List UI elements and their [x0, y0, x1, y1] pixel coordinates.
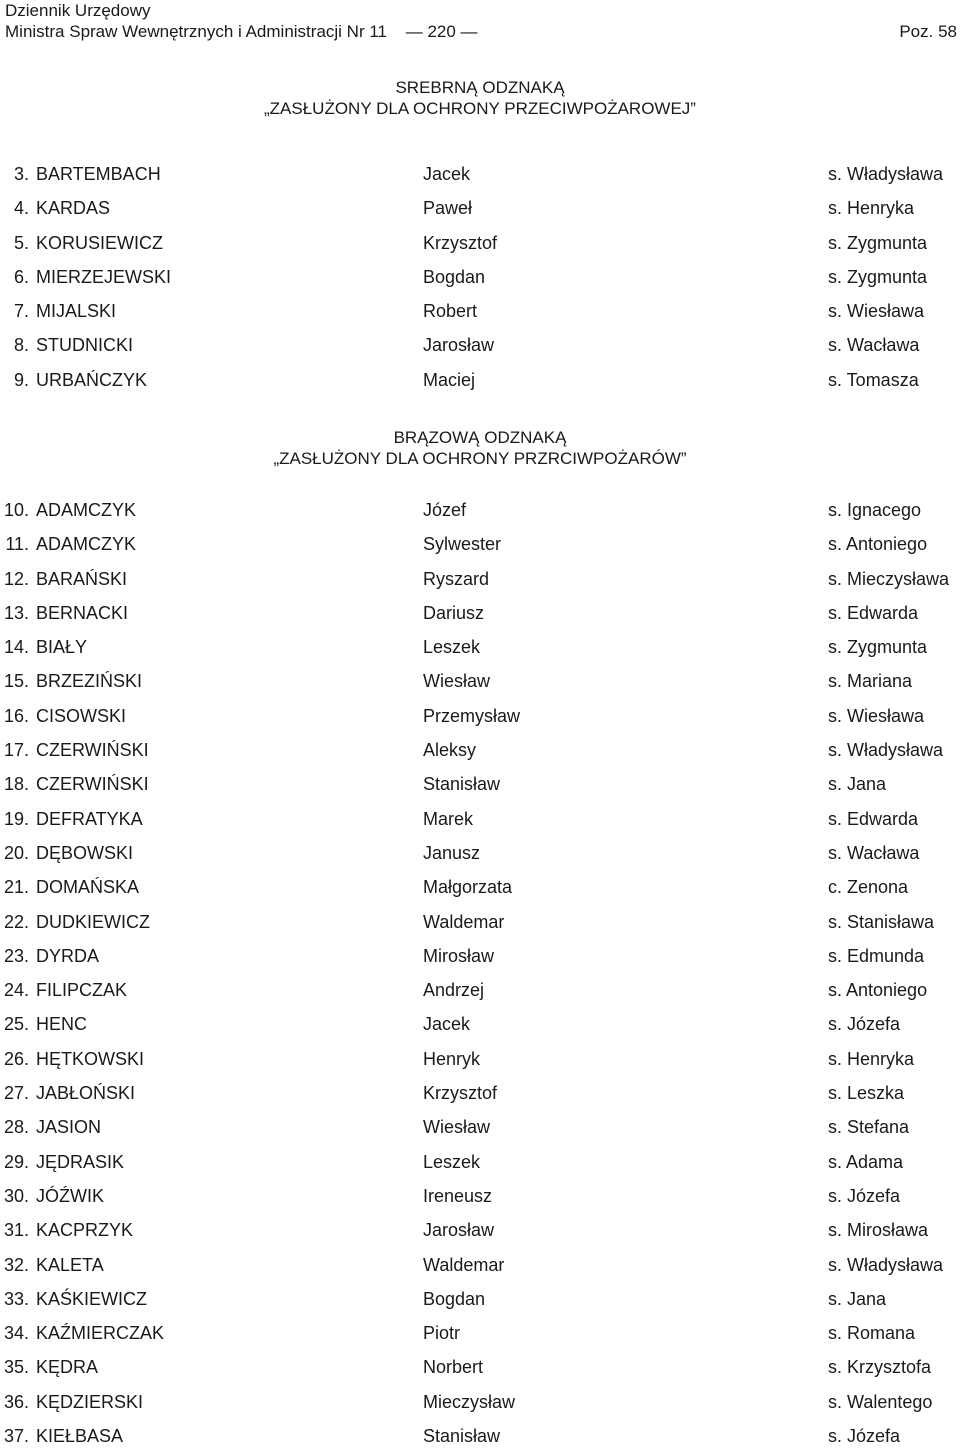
list-item: [0, 836, 960, 870]
surname: CZERWIŃSKI: [36, 774, 149, 795]
first-name: Stanisław: [423, 774, 501, 795]
first-name: Krzysztof: [423, 1083, 498, 1104]
list-item: [0, 294, 960, 328]
position-number: Poz. 58: [899, 22, 957, 41]
first-name: Wiesław: [423, 1117, 491, 1138]
patronymic: s. Józefa: [828, 1014, 901, 1035]
surname: URBAŃCZYK: [36, 369, 148, 390]
item-number: 29.: [3, 1151, 29, 1172]
item-number: 27.: [3, 1083, 29, 1104]
issuer-line: Ministra Spraw Wewnętrznych i Administracji Nr 11: [5, 22, 387, 41]
surname: KALETA: [36, 1254, 104, 1275]
patronymic: s. Antoniego: [828, 534, 928, 555]
first-name: Jarosław: [423, 335, 495, 356]
patronymic: s. Wacława: [828, 842, 920, 863]
first-name: Janusz: [423, 842, 481, 863]
item-number: 11.: [5, 534, 29, 555]
item-number: 16.: [3, 705, 29, 726]
item-number: 17.: [3, 740, 29, 761]
first-name: Andrzej: [423, 980, 485, 1001]
item-number: 3.: [13, 164, 29, 184]
first-name: Piotr: [423, 1323, 461, 1344]
surname: ADAMCZYK: [36, 534, 137, 555]
first-name: Marek: [423, 808, 474, 829]
list-item: [0, 1419, 960, 1453]
surname: JĘDRASIK: [36, 1151, 125, 1172]
item-number: 8.: [13, 335, 29, 356]
list-item: [0, 664, 960, 698]
patronymic: s. Wiesława: [828, 301, 925, 322]
item-number: 28.: [3, 1117, 29, 1138]
first-name: Jacek: [423, 164, 471, 184]
item-number: 4.: [13, 198, 29, 219]
first-name: Krzysztof: [423, 232, 498, 253]
patronymic: s. Mirosława: [828, 1220, 929, 1241]
item-number: 24.: [3, 980, 29, 1001]
journal-title: Dziennik Urzędowy: [5, 1, 151, 20]
patronymic: s. Józefa: [828, 1426, 901, 1447]
first-name: Ryszard: [423, 568, 490, 589]
first-name: Wiesław: [423, 671, 491, 692]
section-title-bronze: [0, 427, 960, 469]
surname: BIAŁY: [36, 637, 88, 658]
first-name: Ireneusz: [423, 1185, 493, 1206]
surname: FILIPCZAK: [36, 980, 128, 1001]
surname: KAŹMIERCZAK: [36, 1323, 165, 1344]
list-item: [0, 870, 960, 904]
first-name: Sylwester: [423, 534, 502, 555]
list-item: [0, 1145, 960, 1179]
item-number: 30.: [3, 1185, 29, 1206]
first-name: Jarosław: [423, 1220, 495, 1241]
patronymic: s. Wiesława: [828, 705, 925, 726]
section-title-line-2: „ZASŁUŻONY DLA OCHRONY PRZECIWPOŻAROWEJ”: [264, 99, 696, 118]
list-item: [0, 1350, 960, 1384]
patronymic: s. Romana: [828, 1323, 916, 1344]
list-item: [0, 733, 960, 767]
patronymic: s. Edmunda: [828, 945, 925, 966]
first-name: Henryk: [423, 1048, 481, 1069]
item-number: 36.: [3, 1391, 29, 1412]
patronymic: s. Antoniego: [828, 980, 928, 1001]
item-number: 15.: [3, 671, 29, 692]
list-item: [0, 191, 960, 225]
surname: MIJALSKI: [36, 301, 117, 322]
surname: BARAŃSKI: [36, 568, 128, 589]
list-item: [0, 157, 960, 191]
patronymic: s. Wacława: [828, 335, 920, 356]
list-item: [0, 1076, 960, 1110]
patronymic: s. Mariana: [828, 671, 913, 692]
first-name: Mieczysław: [423, 1391, 516, 1412]
patronymic: s. Krzysztofa: [828, 1357, 932, 1378]
first-name: Norbert: [423, 1357, 484, 1378]
surname: BRZEZIŃSKI: [36, 671, 143, 692]
first-name: Waldemar: [423, 911, 505, 932]
surname: HENC: [36, 1014, 88, 1035]
list-item: [0, 905, 960, 939]
list-item: [0, 527, 960, 561]
first-name: Waldemar: [423, 1254, 505, 1275]
header-line-2: [5, 21, 957, 42]
surname: ADAMCZYK: [36, 500, 137, 520]
surname: BERNACKI: [36, 602, 129, 623]
patronymic: s. Władysława: [828, 1254, 944, 1275]
list-item: [0, 596, 960, 630]
patronymic: s. Zygmunta: [828, 232, 928, 253]
first-name: Leszek: [423, 1151, 481, 1172]
list-item: [0, 493, 960, 527]
list-item: [0, 328, 960, 362]
patronymic: s. Edwarda: [828, 808, 919, 829]
patronymic: s. Józefa: [828, 1185, 901, 1206]
first-name: Małgorzata: [423, 877, 513, 898]
list-item: [0, 1007, 960, 1041]
patronymic: s. Leszka: [828, 1083, 905, 1104]
patronymic: s. Walentego: [828, 1391, 933, 1412]
item-number: 5.: [13, 232, 29, 253]
item-number: 35.: [3, 1357, 29, 1378]
list-item: [0, 699, 960, 733]
surname: JÓŹWIK: [36, 1185, 104, 1206]
patronymic: s. Stanisława: [828, 911, 935, 932]
surname: KAŚKIEWICZ: [36, 1288, 148, 1309]
item-number: 10.: [3, 500, 29, 520]
item-number: 21.: [3, 877, 29, 898]
surname: HĘTKOWSKI: [36, 1048, 145, 1069]
patronymic: s. Tomasza: [828, 369, 919, 390]
surname: JASION: [36, 1117, 102, 1138]
section-title-line-1: SREBRNĄ ODZNAKĄ: [395, 78, 565, 97]
item-number: 26.: [3, 1048, 29, 1069]
surname: BARTEMBACH: [36, 164, 161, 184]
first-name: Józef: [423, 500, 467, 520]
list-item: [0, 363, 960, 397]
item-number: 23.: [3, 945, 29, 966]
patronymic: s. Jana: [828, 1288, 887, 1309]
patronymic: s. Władysława: [828, 164, 944, 184]
surname: STUDNICKI: [36, 335, 134, 356]
item-number: 12.: [3, 568, 29, 589]
surname: DĘBOWSKI: [36, 842, 134, 863]
surname: DUDKIEWICZ: [36, 911, 150, 932]
item-number: 32.: [3, 1254, 29, 1275]
patronymic: s. Jana: [828, 774, 887, 795]
first-name: Leszek: [423, 637, 481, 658]
surname: MIERZEJEWSKI: [36, 266, 172, 287]
section-title-silver: [0, 77, 960, 119]
first-name: Jacek: [423, 1014, 471, 1035]
surname: JABŁOŃSKI: [36, 1083, 136, 1104]
item-number: 25.: [3, 1014, 29, 1035]
section-title-line-1: BRĄZOWĄ ODZNAKĄ: [393, 428, 567, 447]
list-item: [0, 1042, 960, 1076]
first-name: Robert: [423, 301, 478, 322]
list-item: [0, 1179, 960, 1213]
item-number: 19.: [3, 808, 29, 829]
patronymic: s. Zygmunta: [828, 637, 928, 658]
list-item: [0, 562, 960, 596]
item-number: 7.: [13, 301, 29, 322]
patronymic: s. Henryka: [828, 1048, 915, 1069]
item-number: 18.: [3, 774, 29, 795]
first-name: Stanisław: [423, 1426, 501, 1447]
list-item: [0, 939, 960, 973]
list-item: [0, 973, 960, 1007]
list-item: [0, 1385, 960, 1419]
surname: DEFRATYKA: [36, 808, 143, 829]
item-number: 9.: [13, 369, 29, 390]
list-item: [0, 1110, 960, 1144]
silver-list: [0, 157, 960, 397]
list-item: [0, 1316, 960, 1350]
surname: KĘDRA: [36, 1357, 99, 1378]
patronymic: s. Henryka: [828, 198, 915, 219]
item-number: 31.: [3, 1220, 29, 1241]
patronymic: s. Zygmunta: [828, 266, 928, 287]
item-number: 22.: [3, 911, 29, 932]
item-number: 6.: [13, 266, 29, 287]
surname: KARDAS: [36, 198, 111, 219]
list-item: [0, 1282, 960, 1316]
surname: KIEŁBASA: [36, 1426, 124, 1447]
patronymic: s. Mieczysława: [828, 568, 950, 589]
item-number: 20.: [3, 842, 29, 863]
item-number: 33.: [3, 1288, 29, 1309]
surname: KACPRZYK: [36, 1220, 134, 1241]
patronymic: c. Zenona: [828, 877, 909, 898]
list-item: [0, 1248, 960, 1282]
surname: CZERWIŃSKI: [36, 740, 149, 761]
first-name: Mirosław: [423, 945, 495, 966]
item-number: 37.: [3, 1426, 29, 1447]
list-item: [0, 260, 960, 294]
first-name: Aleksy: [423, 740, 477, 761]
page-number-marker: — 220 —: [405, 22, 478, 41]
surname: DYRDA: [36, 945, 100, 966]
patronymic: s. Władysława: [828, 740, 944, 761]
list-item: [0, 802, 960, 836]
section-title-line-2: „ZASŁUŻONY DLA OCHRONY PRZRCIWPOŻARÓW”: [273, 449, 687, 468]
list-item: [0, 1213, 960, 1247]
first-name: Bogdan: [423, 266, 486, 287]
surname: KĘDZIERSKI: [36, 1391, 144, 1412]
first-name: Dariusz: [423, 602, 485, 623]
surname: DOMAŃSKA: [36, 877, 140, 898]
list-item: [0, 226, 960, 260]
first-name: Przemysław: [423, 705, 521, 726]
first-name: Paweł: [423, 198, 473, 219]
patronymic: s. Ignacego: [828, 500, 922, 520]
item-number: 13.: [3, 602, 29, 623]
patronymic: s. Stefana: [828, 1117, 910, 1138]
list-item: [0, 630, 960, 664]
list-item: [0, 767, 960, 801]
surname: CISOWSKI: [36, 705, 127, 726]
page-header: [5, 0, 957, 42]
first-name: Bogdan: [423, 1288, 486, 1309]
item-number: 34.: [3, 1323, 29, 1344]
item-number: 14.: [3, 637, 29, 658]
patronymic: s. Edwarda: [828, 602, 919, 623]
surname: KORUSIEWICZ: [36, 232, 164, 253]
first-name: Maciej: [423, 369, 476, 390]
bronze-list: [0, 493, 960, 1453]
patronymic: s. Adama: [828, 1151, 904, 1172]
